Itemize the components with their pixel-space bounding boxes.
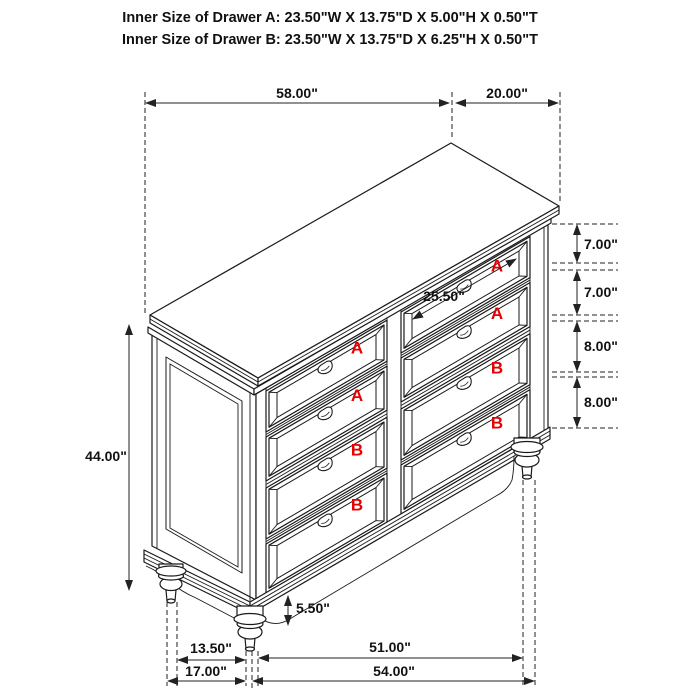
dim-drawer-front-width-label: 25.50" bbox=[423, 288, 465, 304]
dim-top-width-label: 58.00" bbox=[276, 85, 318, 101]
dresser-drawing bbox=[144, 143, 559, 651]
drawer-letter: B bbox=[350, 440, 364, 460]
header-drawer-b-size: Inner Size of Drawer B: 23.50"W X 13.75"D X 6.25"H X 0.50"T bbox=[122, 32, 538, 48]
drawer-letter: B bbox=[350, 495, 364, 515]
dim-drawer3-height-label: 8.00" bbox=[584, 338, 618, 354]
drawer-letter: A bbox=[350, 338, 364, 358]
dim-drawer4-height-label: 8.00" bbox=[584, 394, 618, 410]
dim-base-depth-label: 17.00" bbox=[185, 663, 227, 679]
dim-drawer1-height-label: 7.00" bbox=[584, 236, 618, 252]
dim-top-depth-label: 20.00" bbox=[486, 85, 528, 101]
drawer-letter: A bbox=[350, 385, 364, 405]
drawer-letter: A bbox=[490, 256, 504, 276]
dim-leg-depth-spacing-label: 13.50" bbox=[190, 640, 232, 656]
dim-base-clearance-label: 5.50" bbox=[296, 600, 330, 616]
drawer-letter: B bbox=[490, 358, 504, 378]
dim-leg-width-spacing-label: 51.00" bbox=[369, 639, 411, 655]
dim-drawer2-height-label: 7.00" bbox=[584, 284, 618, 300]
dim-base-width-label: 54.00" bbox=[373, 663, 415, 679]
drawer-letter: A bbox=[490, 303, 504, 323]
front-leg bbox=[234, 614, 266, 652]
back-left-leg bbox=[156, 566, 186, 603]
drawer-letter: B bbox=[490, 413, 504, 433]
front-right-leg bbox=[511, 442, 543, 480]
header-drawer-a-size: Inner Size of Drawer A: 23.50"W X 13.75"D X 5.00"H X 0.50"T bbox=[122, 10, 538, 26]
dim-overall-height-label: 44.00" bbox=[85, 448, 127, 464]
